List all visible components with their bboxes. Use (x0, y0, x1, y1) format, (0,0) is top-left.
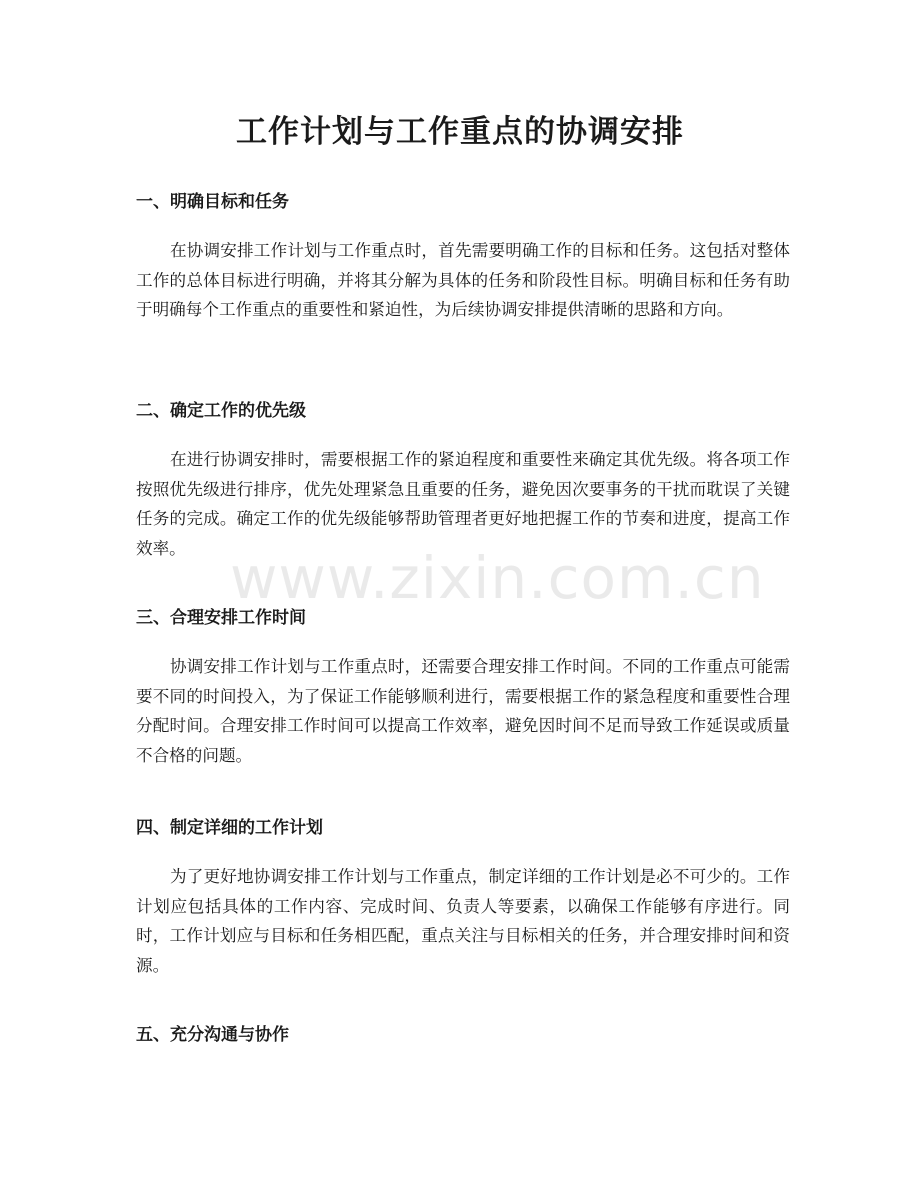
section-paragraph-1: 在协调安排工作计划与工作重点时，首先需要明确工作的目标和任务。这包括对整体工作的总体目标进行明确，并将其分解为具体的任务和阶段性目标。明确目标和任务有助于明确每个工作重点的重要性和紧迫性，为后续协调安排提供清晰的思路和方向。 (136, 241, 790, 319)
section-paragraph-2: 在进行协调安排时，需要根据工作的紧迫程度和重要性来确定其优先级。将各项工作按照优先级进行排序，优先处理紧急且重要的任务，避免因次要事务的干扰而耽误了关键任务的完成。确定工作的优先级能够帮助管理者更好地把握工作的节奏和进度，提高工作效率。 (136, 450, 790, 558)
section-heading-2: 二、确定工作的优先级 (136, 401, 306, 421)
section-paragraph-3: 协调安排工作计划与工作重点时，还需要合理安排工作时间。不同的工作重点可能需要不同的时间投入，为了保证工作能够顺利进行，需要根据工作的紧急程度和重要性合理分配时间。合理安排工作时间可以提高工作效率，避免因时间不足而导致工作延误或质量不合格的问题。 (136, 657, 790, 765)
watermark: www.zixin.com.cn (230, 544, 765, 612)
section-heading-4: 四、制定详细的工作计划 (136, 818, 323, 838)
section-heading-3: 三、合理安排工作时间 (136, 608, 306, 628)
section-heading-5: 五、充分沟通与协作 (136, 1025, 289, 1045)
section-heading-1: 一、明确目标和任务 (136, 192, 289, 212)
section-paragraph-4: 为了更好地协调安排工作计划与工作重点，制定详细的工作计划是必不可少的。工作计划应包括具体的工作内容、完成时间、负责人等要素，以确保工作能够有序进行。同时，工作计划应与目标和任务相匹配，重点关注与目标相关的任务，并合理安排时间和资源。 (136, 867, 790, 975)
document-title: 工作计划与工作重点的协调安排 (236, 114, 684, 150)
